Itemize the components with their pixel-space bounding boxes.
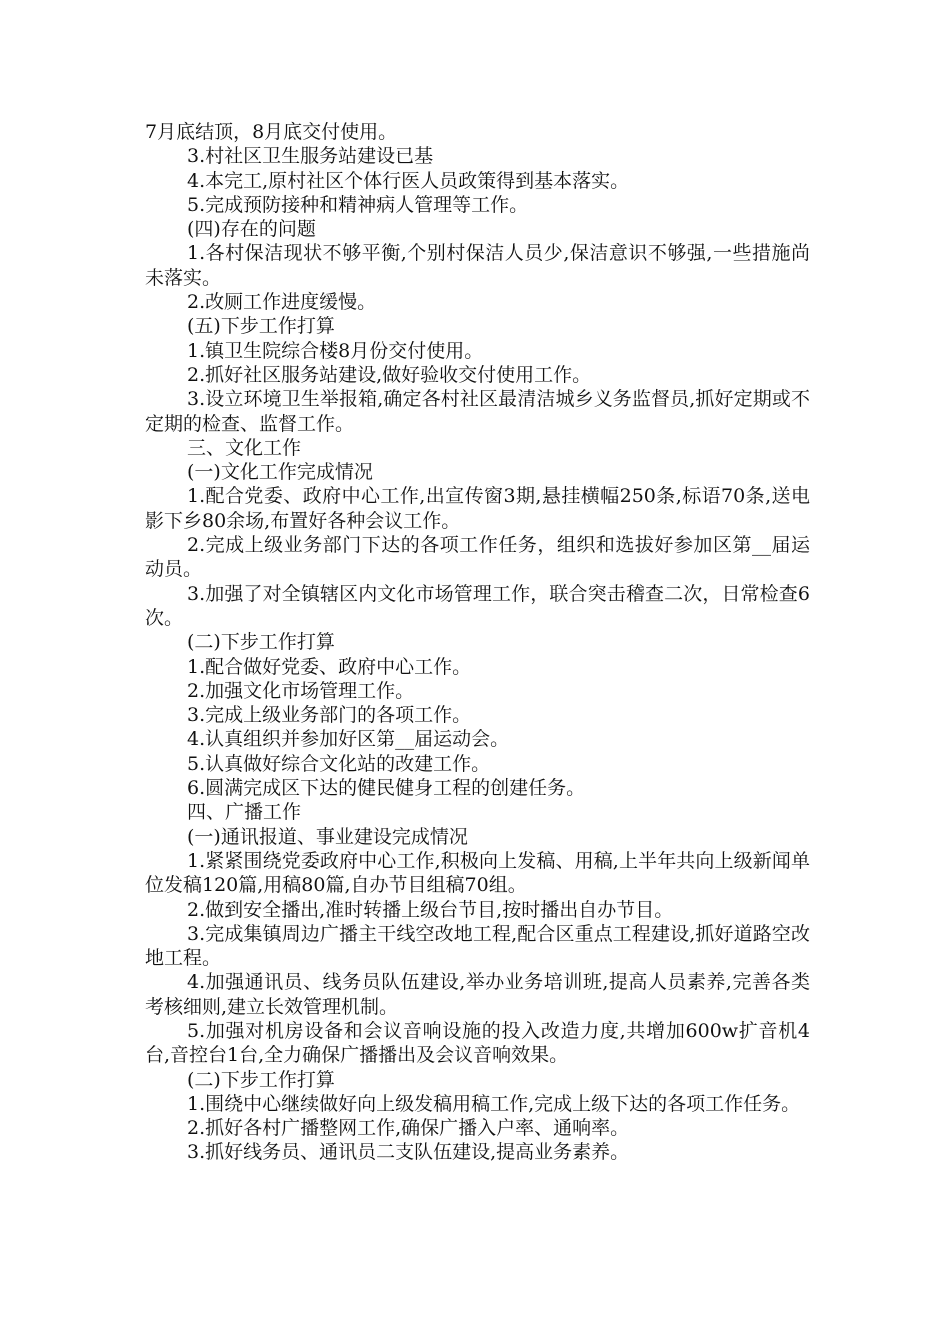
paragraph: 1.配合做好党委、政府中心工作。 <box>187 655 472 678</box>
paragraph: 6.圆满完成区下达的健民健身工程的创建任务。 <box>187 777 586 800</box>
paragraph: 1.围绕中心继续做好向上级发稿用稿工作,完成上级下达的各项工作任务。 <box>187 1092 801 1115</box>
document-body <box>145 120 810 1165</box>
chapter-heading: 四、广播工作 <box>187 801 302 824</box>
paragraph: 1.各村保洁现状不够平衡,个别村保洁人员少,保洁意识不够强,一些措施尚未落实。 <box>145 242 810 289</box>
section-heading: (一)文化工作完成情况 <box>187 461 373 484</box>
paragraph: 3.抓好线务员、通讯员二支队伍建设,提高业务素养。 <box>187 1141 630 1164</box>
paragraph: 2.加强文化市场管理工作。 <box>187 679 415 702</box>
paragraph: 2.抓好社区服务站建设,做好验收交付使用工作。 <box>187 363 592 386</box>
paragraph: 5.加强对机房设备和会议音响设施的投入改造力度,共增加600w扩音机4台,音控台1台,全力确保广播播出及会议音响效果。 <box>145 1019 810 1067</box>
paragraph: 1.镇卫生院综合楼8月份交付使用。 <box>187 339 484 362</box>
section-heading: (二)下步工作打算 <box>187 631 335 654</box>
paragraph: 2.抓好各村广播整网工作,确保广播入户率、通响率。 <box>187 1117 630 1140</box>
paragraph: 1.配合党委、政府中心工作,出宣传窗3期,悬挂横幅250条,标语70条,送电影下乡80余场,布置好各种会议工作。 <box>145 485 810 532</box>
paragraph: 2.完成上级业务部门下达的各项工作任务，组织和选拔好参加区第__届运动员。 <box>145 534 810 581</box>
section-heading: (四)存在的问题 <box>187 218 316 241</box>
section-heading: (二)下步工作打算 <box>187 1068 335 1091</box>
paragraph: 5.认真做好综合文化站的改建工作。 <box>187 752 491 775</box>
paragraph: 5.完成预防接种和精神病人管理等工作。 <box>187 193 529 216</box>
paragraph: 3.加强了对全镇辖区内文化市场管理工作，联合突击稽查二次，日常检查6次。 <box>145 582 810 629</box>
paragraph: 3.完成集镇周边广播主干线空改地工程,配合区重点工程建设,抓好道路空改地工程。 <box>145 922 810 970</box>
paragraph: 2.改厕工作进度缓慢。 <box>187 291 377 314</box>
paragraph: 3.设立环境卫生举报箱,确定各村社区最清洁城乡义务监督员,抓好定期或不定期的检查、监督工作。 <box>145 388 810 435</box>
paragraph: 4.认真组织并参加好区第__届运动会。 <box>187 728 510 751</box>
section-heading: (五)下步工作打算 <box>187 315 335 338</box>
paragraph: 1.紧紧围绕党委政府中心工作,积极向上发稿、用稿,上半年共向上级新闻单位发稿120篇,用稿80篇,自办节目组稿70组。 <box>145 849 810 897</box>
paragraph: 3.村社区卫生服务站建设已基 <box>187 145 434 168</box>
paragraph: 4.加强通讯员、线务员队伍建设,举办业务培训班,提高人员素养,完善各类考核细则,建立长效管理机制。 <box>145 971 810 1018</box>
section-heading: (一)通讯报道、事业建设完成情况 <box>187 825 468 848</box>
chapter-heading: 三、文化工作 <box>187 436 302 459</box>
paragraph: 3.完成上级业务部门的各项工作。 <box>187 704 472 727</box>
paragraph: 2.做到安全播出,准时转播上级台节目,按时播出自办节目。 <box>187 898 674 921</box>
paragraph: 4.本完工,原村社区个体行医人员政策得到基本落实。 <box>187 169 630 192</box>
paragraph: 7月底结顶，8月底交付使用。 <box>145 121 398 143</box>
